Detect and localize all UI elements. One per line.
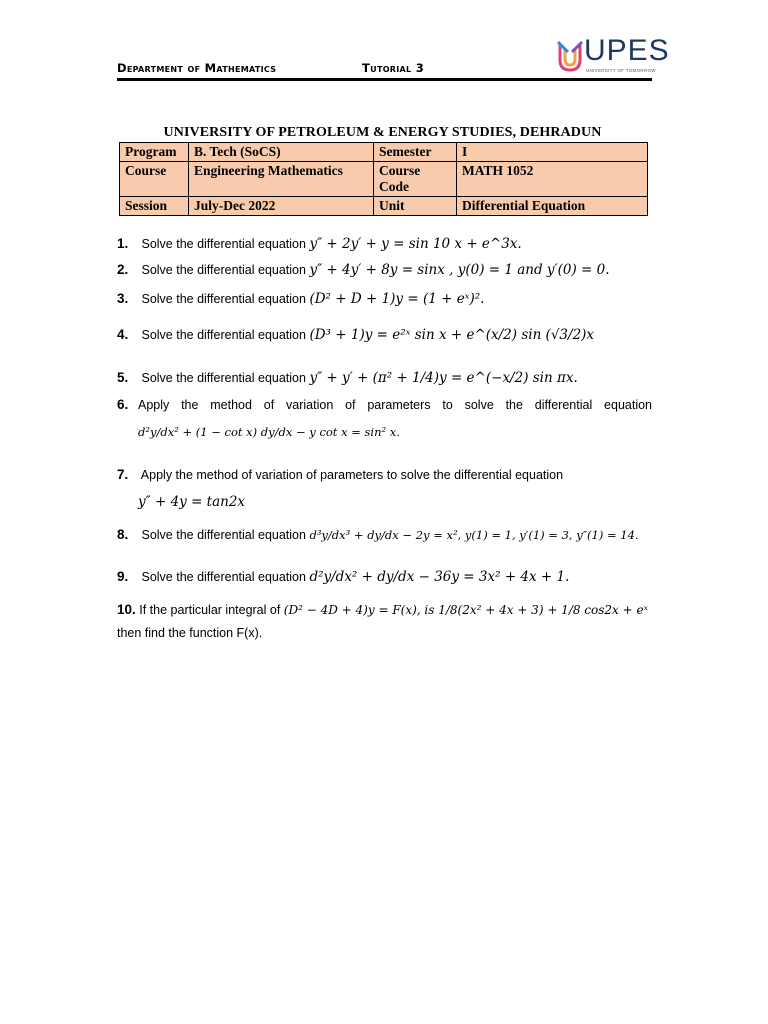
session-label: Session [120,197,189,216]
question-text: Apply the method of variation of parameters to solve the differential equation [140,468,564,482]
question-text: Solve the differential equation [141,371,306,385]
question-number: 8. [117,527,129,542]
semester-label: Semester [374,143,457,162]
question-10-continuation [117,626,652,640]
question-10 [117,602,652,617]
question-text: Solve the differential equation [141,292,306,306]
header-rule [117,78,652,81]
session-value: July-Dec 2022 [189,197,374,216]
question-number: 5. [117,370,129,385]
question-equation: d³y/dx³ + dy/dx − 2y = x², y(1) = 1, y′(1) = 3, y″(1) = 14. [309,528,639,542]
question-text-continued: then find the function F(x). [117,626,263,640]
logo-subtitle: UNIVERSITY OF TOMORROW [586,68,656,73]
question-text: Solve the differential equation [141,328,306,342]
question-equation: y″ + 4y′ + 8y = sinx , y(0) = 1 and y′(0) = 0. [309,262,610,278]
department-title: Department of Mathematics [117,61,277,75]
question-number: 7. [117,467,129,482]
question-number: 3. [117,291,129,306]
question-number: 2. [117,262,129,277]
course-label: Course [120,162,189,197]
question-3 [117,291,652,307]
question-equation: (D³ + 1)y = e²ˣ sin x + e^(x/2) sin (√3/2)x [309,327,595,343]
question-equation: d²y/dx² + dy/dx − 36y = 3x² + 4x + 1. [309,569,570,585]
question-text: If the particular integral of [139,603,281,617]
question-text: Solve the differential equation [141,570,306,584]
question-equation: (D² + D + 1)y = (1 + eˣ)². [309,291,485,307]
upes-emblem-icon [556,40,584,74]
question-9 [117,569,652,585]
question-6 [117,397,652,412]
question-text: Apply the method of variation of parameters to solve the differential equation [138,398,652,412]
question-7 [117,467,652,482]
university-title: UNIVERSITY OF PETROLEUM & ENERGY STUDIES, DEHRADUN [163,125,602,140]
course-code-label: Course Code [374,162,457,197]
question-text: Solve the differential equation [141,237,306,251]
question-8 [117,527,652,542]
tutorial-title: Tutorial 3 [362,61,425,75]
course-code-value: MATH 1052 [457,162,648,197]
course-value: Engineering Mathematics [189,162,374,197]
unit-label: Unit [374,197,457,216]
question-equation: y″ + 4y = tan2x [138,494,246,510]
question-5 [117,370,652,386]
program-label: Program [120,143,189,162]
question-equation: d²y/dx² + (1 − cot x) dy/dx − y cot x = sin² x. [138,425,400,439]
question-2 [117,262,652,278]
question-number: 1. [117,236,129,251]
question-4 [117,327,652,343]
question-equation: y″ + 2y′ + y = sin 10 x + e^3x. [309,236,522,252]
question-number: 4. [117,327,129,342]
unit-value: Differential Equation [457,197,648,216]
table-row [120,143,648,162]
question-number: 9. [117,569,129,584]
question-number: 10. [117,602,136,617]
question-equation: (D² − 4D + 4)y = F(x), is 1/8(2x² + 4x + 3) + 1/8 cos2x + eˣ [283,603,648,617]
course-info-table [119,142,648,216]
page-header [117,34,670,82]
table-row [120,162,648,197]
semester-value: I [457,143,648,162]
program-value: B. Tech (SoCS) [189,143,374,162]
logo-text: UPES [584,34,670,67]
upes-logo [556,34,670,76]
question-7-equation-line [138,494,673,510]
table-row [120,197,648,216]
question-number: 6. [117,397,129,412]
question-1 [117,236,652,252]
question-6-equation-line [138,425,673,439]
question-text: Solve the differential equation [141,263,306,277]
question-text: Solve the differential equation [141,528,306,542]
question-equation: y″ + y′ + (π² + 1/4)y = e^(−x/2) sin πx. [309,370,578,386]
